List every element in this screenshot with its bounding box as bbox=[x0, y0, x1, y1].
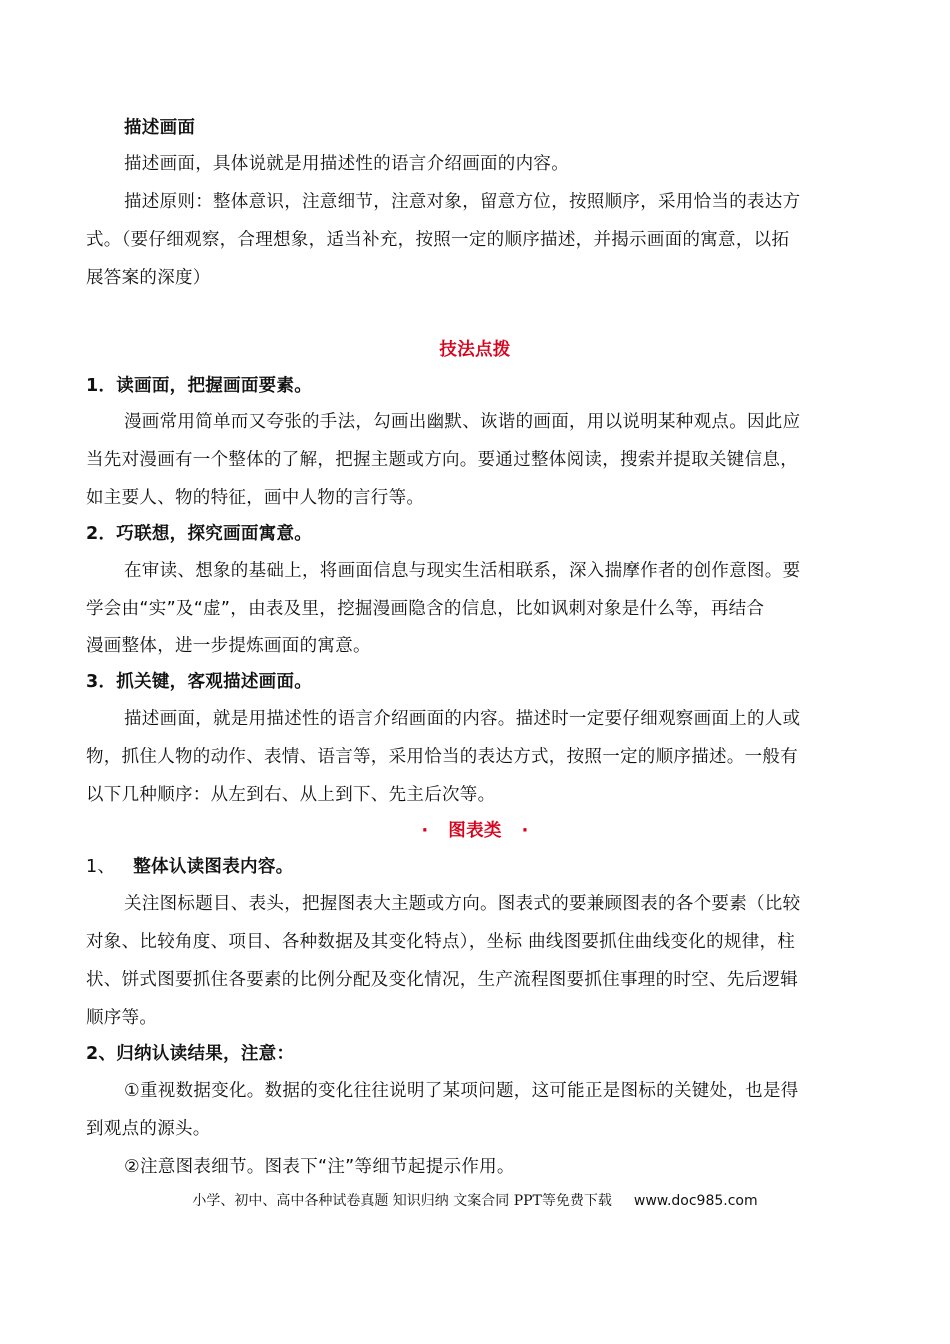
paragraph-line: 描述画面，具体说就是用描述性的语言介绍画面的内容。 bbox=[124, 154, 569, 174]
subheading-3: 3．抓关键，客观描述画面。 bbox=[86, 672, 313, 692]
subheading-charts-1 bbox=[86, 855, 866, 879]
paragraph-line: 以下几种顺序：从左到右、从上到下、先主后次等。 bbox=[86, 785, 496, 805]
paragraph-line: 漫画常用简单而又夸张的手法，勾画出幽默、诙谐的画面，用以说明某种观点。因此应 bbox=[124, 412, 801, 432]
paragraph-line: 描述原则：整体意识，注意细节，注意对象，留意方位，按照顺序，采用恰当的表达方 bbox=[124, 192, 801, 212]
paragraph-line: 到观点的源头。 bbox=[86, 1119, 211, 1139]
footer-url-link[interactable]: www.doc985.com bbox=[633, 1193, 758, 1209]
section-title-techniques: 技法点拨 bbox=[439, 340, 511, 360]
paragraph-line: 状、饼式图要抓住各要素的比例分配及变化情况，生产流程图要抓住事理的时空、先后逻辑 bbox=[86, 970, 798, 990]
subheading-charts-2: 2、归纳认读结果，注意： bbox=[86, 1044, 295, 1064]
paragraph-line: 展答案的深度） bbox=[86, 268, 211, 288]
subheading-text: 整体认读图表内容。 bbox=[133, 857, 294, 877]
list-number: 1、 bbox=[86, 857, 116, 877]
section-heading-describe: 描述画面 bbox=[124, 118, 196, 138]
paragraph-line: 顺序等。 bbox=[86, 1008, 158, 1028]
paragraph-line: ①重视数据变化。数据的变化往往说明了某项问题，这可能正是图标的关键处，也是得 bbox=[124, 1081, 799, 1101]
paragraph-line: 漫画整体，进一步提炼画面的寓意。 bbox=[86, 636, 371, 656]
section-title-charts: 图表类 bbox=[448, 821, 502, 841]
paragraph-line: ②注意图表细节。图表下“注”等细节起提示作用。 bbox=[124, 1157, 515, 1177]
subheading-1: 1．读画面，把握画面要素。 bbox=[86, 376, 313, 396]
bullet-dot: · bbox=[521, 821, 529, 841]
paragraph-line: 在审读、想象的基础上，将画面信息与现实生活相联系，深入揣摩作者的创作意图。要 bbox=[124, 561, 801, 581]
paragraph-line: 如主要人、物的特征，画中人物的言行等。 bbox=[86, 488, 425, 508]
paragraph-line: 学会由“实”及“虚”，由表及里，挖掘漫画隐含的信息，比如讽刺对象是什么等，再结合 bbox=[86, 599, 765, 619]
subheading-2: 2．巧联想，探究画面寓意。 bbox=[86, 524, 313, 544]
paragraph-line: 当先对漫画有一个整体的了解，把握主题或方向。要通过整体阅读，搜索并提取关键信息， bbox=[86, 450, 798, 470]
bullet-dot: · bbox=[421, 821, 429, 841]
section-title-charts-row bbox=[0, 819, 950, 843]
paragraph-line: 物，抓住人物的动作、表情、语言等，采用恰当的表达方式，按照一定的顺序描述。一般有 bbox=[86, 747, 798, 767]
page-footer bbox=[0, 1190, 950, 1210]
paragraph-line: 关注图标题目、表头，把握图表大主题或方向。图表式的要兼顾图表的各个要素（比较 bbox=[124, 894, 801, 914]
footer-text: 小学、初中、高中各种试卷真题 知识归纳 文案合同 PPT等免费下载 bbox=[192, 1193, 612, 1209]
paragraph-line: 式。（要仔细观察，合理想象，适当补充，按照一定的顺序描述，并揭示画面的寓意，以拓 bbox=[86, 230, 790, 250]
paragraph-line: 描述画面，就是用描述性的语言介绍画面的内容。描述时一定要仔细观察画面上的人或 bbox=[124, 709, 801, 729]
paragraph-line: 对象、比较角度、项目、各种数据及其变化特点），坐标 曲线图要抓住曲线变化的规律，柱 bbox=[86, 932, 796, 952]
